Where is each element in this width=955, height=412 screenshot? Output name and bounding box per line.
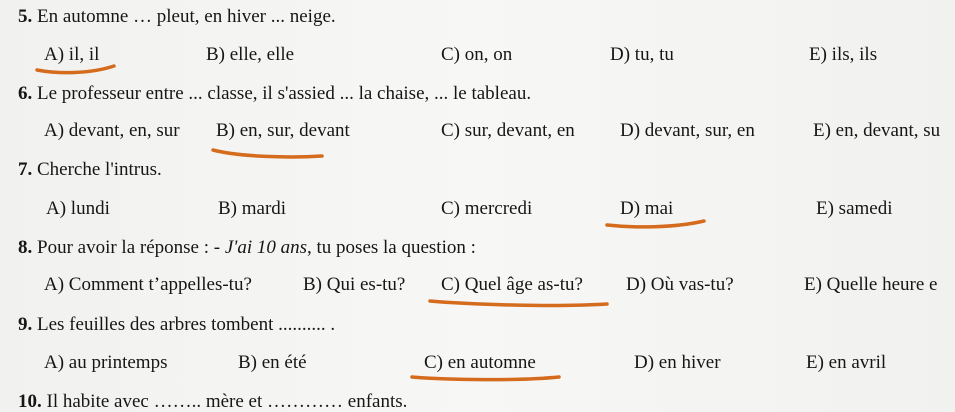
option-8d: D) Où vas-tu? [626, 274, 734, 295]
option-5b: B) elle, elle [206, 44, 295, 65]
question-number: 10. [18, 391, 42, 412]
option-6e: E) en, devant, su [813, 120, 941, 141]
option-9b: B) en été [238, 352, 307, 373]
question-number: 5. [18, 6, 33, 27]
answer-underline-5 [34, 62, 118, 76]
answer-underline-7 [604, 216, 708, 232]
option-9d: D) en hiver [634, 352, 721, 373]
question-text-after: , tu poses la question : [307, 237, 476, 258]
question-number: 9. [18, 314, 33, 335]
option-5a: A) il, il [44, 44, 100, 65]
option-8e: E) Quelle heure e [804, 274, 938, 295]
question-text: Le professeur entre ... classe, il s'assied ... la chaise, ... le tableau. [37, 83, 532, 104]
question-5 [18, 5, 336, 29]
question-number: 7. [18, 159, 33, 180]
question-number: 8. [18, 237, 33, 258]
answer-underline-6 [210, 145, 326, 161]
option-6d: D) devant, sur, en [620, 120, 755, 141]
question-8 [18, 236, 476, 260]
option-8c: C) Quel âge as-tu? [441, 274, 583, 295]
option-7a: A) lundi [46, 198, 110, 219]
option-5c: C) on, on [441, 44, 513, 65]
question-9 [18, 313, 335, 337]
question-text: Les feuilles des arbres tombent .......... . [37, 314, 336, 335]
option-7e: E) samedi [816, 198, 893, 219]
question-10 [18, 390, 407, 412]
question-text-italic: J'ai 10 ans [224, 237, 308, 258]
question-7 [18, 158, 162, 182]
option-8b: B) Qui es-tu? [303, 274, 406, 295]
question-text: Cherche l'intrus. [37, 159, 162, 180]
question-number: 6. [18, 83, 33, 104]
option-7d: D) mai [620, 198, 674, 219]
question-text-before: Pour avoir la réponse : - [37, 237, 225, 258]
option-5d: D) tu, tu [610, 44, 674, 65]
option-6a: A) devant, en, sur [44, 120, 180, 141]
option-9c: C) en automne [424, 352, 536, 373]
question-6 [18, 82, 531, 106]
option-9a: A) au printemps [44, 352, 168, 373]
option-8a: A) Comment t’appelles-tu? [44, 274, 252, 295]
answer-underline-8 [427, 294, 611, 310]
option-7c: C) mercredi [441, 198, 533, 219]
answer-underline-9 [409, 369, 563, 385]
option-9e: E) en avril [806, 352, 887, 373]
option-5e: E) ils, ils [809, 44, 878, 65]
question-text: Il habite avec …….. mère et ………… enfants. [46, 391, 408, 412]
option-7b: B) mardi [218, 198, 287, 219]
question-text: En automne … pleut, en hiver ... neige. [37, 6, 336, 27]
option-6b: B) en, sur, devant [216, 120, 350, 141]
option-6c: C) sur, devant, en [441, 120, 575, 141]
